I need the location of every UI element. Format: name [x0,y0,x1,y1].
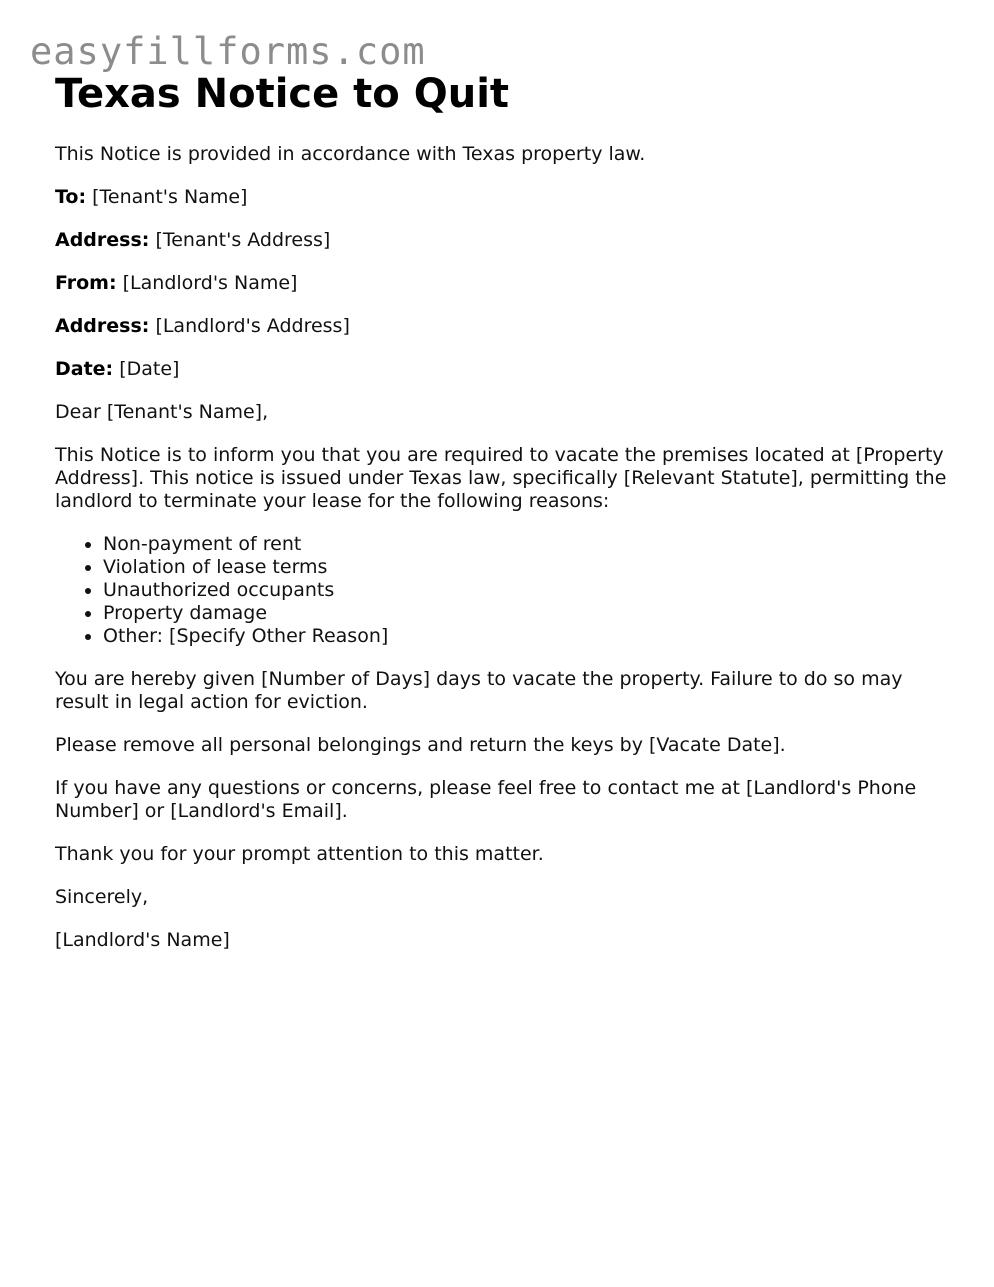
list-item: • Violation of lease terms [103,556,955,579]
field-label: Address: [55,229,150,251]
field-landlord-address [55,315,955,338]
contact-paragraph: If you have any questions or concerns, please feel free to contact me at [Landlord's Phone Number] or [Landlord's Email]. [55,777,917,822]
document-title: Texas Notice to Quit [55,71,510,117]
field-from [55,272,955,295]
field-to [55,186,955,209]
list-item: • Non-payment of rent [103,533,955,556]
greeting: Dear [Tenant's Name], [55,401,269,423]
field-date [55,358,955,381]
closing: Sincerely, [55,886,149,908]
body-paragraph: This Notice is to inform you that you are required to vacate the premises located at [Property Address]. This notice is issued under Texas law, specifically [Relevant Statute], permitting the landlord to terminate your lease for the following reasons: [55,444,947,512]
field-value: [Tenant's Address] [155,229,331,251]
field-value: [Landlord's Address] [155,315,350,337]
intro-text: This Notice is provided in accordance with Texas property law. [55,143,646,165]
field-label: To: [55,186,87,208]
belongings-paragraph: Please remove all personal belongings and return the keys by [Vacate Date]. [55,734,786,756]
list-item: • Unauthorized occupants [103,579,955,602]
document-page [55,70,955,952]
field-tenant-address [55,229,955,252]
list-item: • Property damage [103,602,955,625]
watermark: easyfillforms.com [30,30,426,73]
signature: [Landlord's Name] [55,929,230,951]
field-label: Address: [55,315,150,337]
field-value: [Landlord's Name] [122,272,298,294]
thanks-paragraph: Thank you for your prompt attention to this matter. [55,843,544,865]
list-item: • Other: [Specify Other Reason] [103,625,955,648]
field-value: [Date] [119,358,180,380]
field-value: [Tenant's Name] [92,186,248,208]
field-label: Date: [55,358,114,380]
reasons-list [55,533,955,648]
field-label: From: [55,272,117,294]
vacate-days-paragraph: You are hereby given [Number of Days] days to vacate the property. Failure to do so may result in legal action for eviction. [55,668,903,713]
